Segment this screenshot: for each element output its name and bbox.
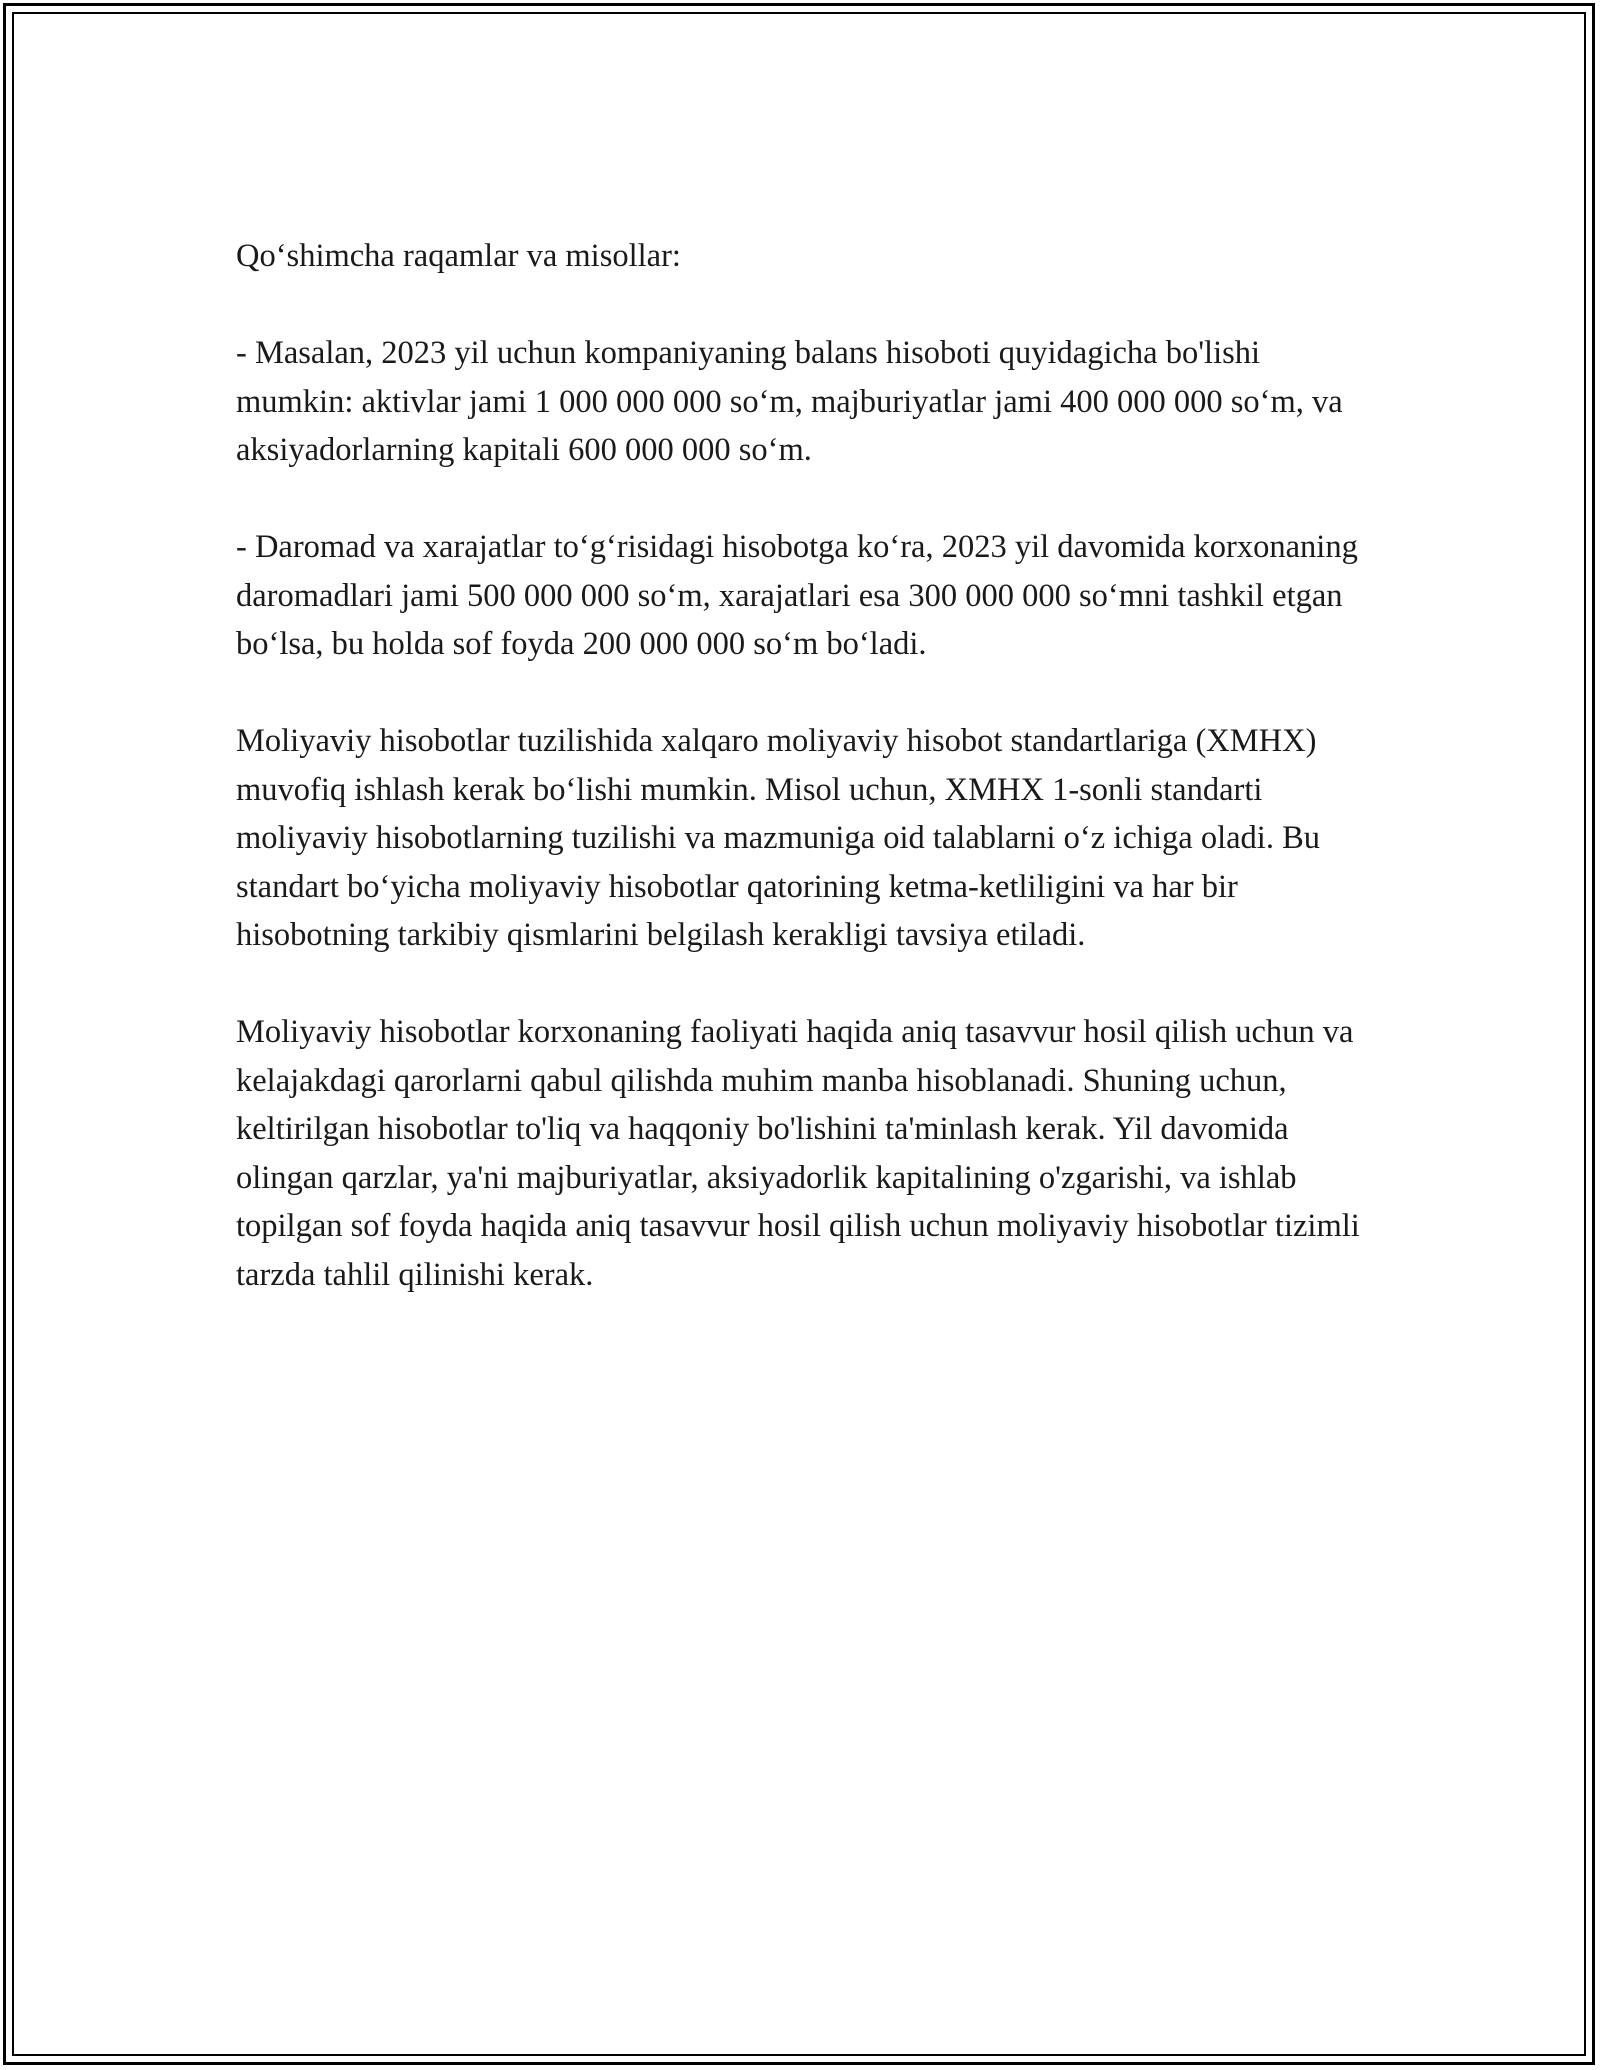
example-income-statement: - Daromad va xarajatlar to‘g‘risidagi hisobotga ko‘ra, 2023 yil davomida korxonaning daromadlari jami 500 000 000 so‘m, xarajatlari esa 300 000 000 so‘mni tashkil etgan bo‘lsa, bu holda sof foyda 200 000 000 so‘m bo‘ladi. [236, 529, 1358, 662]
section-heading: Qo‘shimcha raqamlar va misollar: [236, 238, 681, 274]
example-balance-sheet: - Masalan, 2023 yil uchun kompaniyaning balans hisoboti quyidagicha bo'lishi mumkin: aktivlar jami 1 000 000 000 so‘m, majburiyatlar jami 400 000 000 so‘m, va aksiyadorlarning kapitali 600 000 000 so‘m. [236, 335, 1343, 468]
paragraph-ifrs-standards: Moliyaviy hisobotlar tuzilishida xalqaro moliyaviy hisobot standartlariga (XMHX) muvofiq ishlash kerak bo‘lishi mumkin. Misol uchun, XMHX 1-sonli standarti moliyaviy hisobotlarning tuzilishi va mazmuniga oid talablarni o‘z ichiga oladi. Bu standart bo‘yicha moliyaviy hisobotlar qatorining ketma-ketliligini va har bir hisobotning tarkibiy qismlarini belgilash kerakligi tavsiya etiladi. [236, 723, 1321, 953]
paragraph-conclusion: Moliyaviy hisobotlar korxonaning faoliyati haqida aniq tasavvur hosil qilish uchun va kelajakdagi qarorlarni qabul qilishda muhim manba hisoblanadi. Shuning uchun, keltirilgan hisobotlar to'liq va haqqoniy bo'lishini ta'minlash kerak. Yil davomida olingan qarzlar, ya'ni majburiyatlar, aksiyadorlik kapitalining o'zgarishi, va ishlab topilgan sof foyda haqida aniq tasavvur hosil qilish uchun moliyaviy hisobotlar tizimli tarzda tahlil qilinishi kerak. [236, 1014, 1360, 1293]
document-body [236, 232, 1366, 1348]
